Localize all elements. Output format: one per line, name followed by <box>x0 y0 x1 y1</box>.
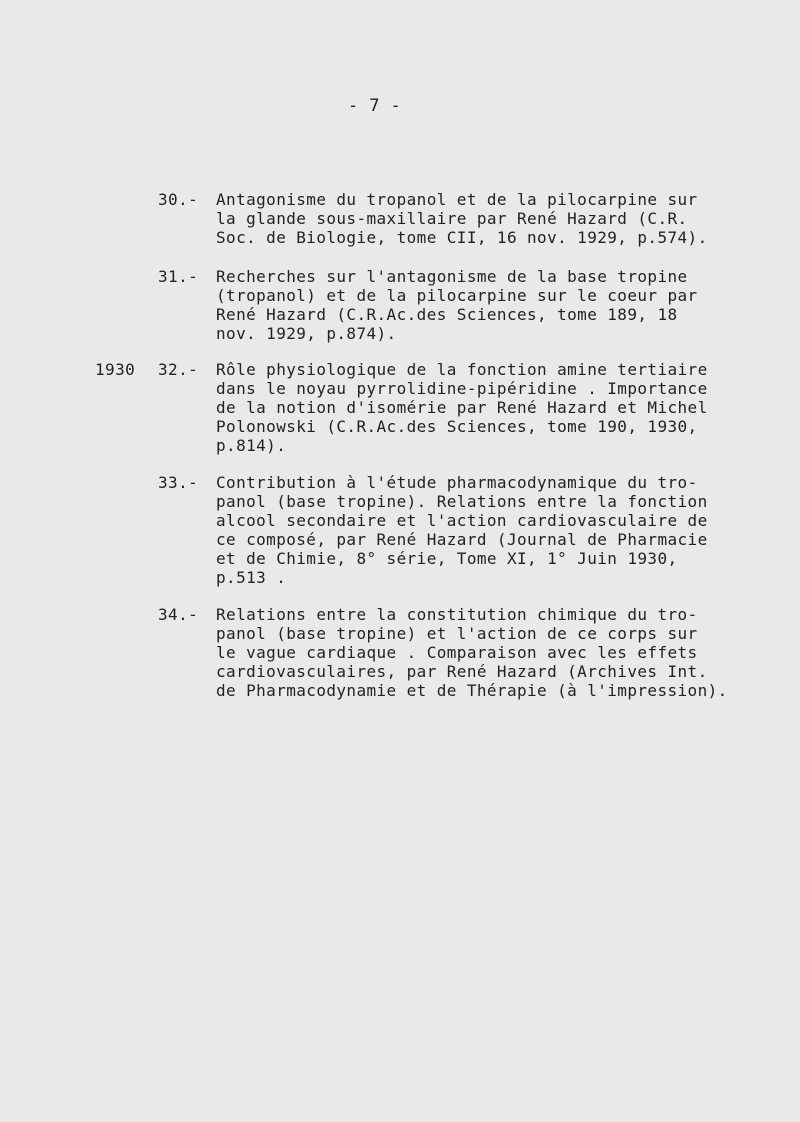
entry-text <box>216 473 786 587</box>
entry-line: nov. 1929, p.874). <box>216 324 397 343</box>
entry-text <box>216 605 786 700</box>
entry-text <box>216 360 786 455</box>
entry-line: Recherches sur l'antagonisme de la base tropine <box>216 267 688 286</box>
entry-line: panol (base tropine) et l'action de ce corps sur <box>216 624 698 643</box>
entry-line: Antagonisme du tropanol et de la pilocarpine sur <box>216 190 698 209</box>
entry-line: Rôle physiologique de la fonction amine tertiaire <box>216 360 708 379</box>
entry-line: et de Chimie, 8° série, Tome XI, 1° Juin 1930, <box>216 549 678 568</box>
entry-line: alcool secondaire et l'action cardiovasculaire de <box>216 511 708 530</box>
entry-number: 32.- <box>158 360 199 379</box>
entry-line: de Pharmacodynamie et de Thérapie (à l'impression). <box>216 681 728 700</box>
entry-line: le vague cardiaque . Comparaison avec les effets <box>216 643 698 662</box>
entry-number: 33.- <box>158 473 199 492</box>
entry-line: Polonowski (C.R.Ac.des Sciences, tome 190, 1930, <box>216 417 698 436</box>
page-number: - 7 - <box>348 96 402 116</box>
entry-line: cardiovasculaires, par René Hazard (Archives Int. <box>216 662 708 681</box>
entry-text <box>216 190 786 247</box>
entry-line: dans le noyau pyrrolidine-pipéridine . Importance <box>216 379 708 398</box>
entry-line: Contribution à l'étude pharmacodynamique du tro- <box>216 473 698 492</box>
entry-line: panol (base tropine). Relations entre la fonction <box>216 492 708 511</box>
entry-line: p.814). <box>216 436 287 455</box>
entry-number: 30.- <box>158 190 199 209</box>
entry-line: René Hazard (C.R.Ac.des Sciences, tome 189, 18 <box>216 305 678 324</box>
entry-number: 34.- <box>158 605 199 624</box>
entry-line: de la notion d'isomérie par René Hazard et Michel <box>216 398 708 417</box>
entry-number: 31.- <box>158 267 199 286</box>
entry-year: 1930 <box>95 360 136 379</box>
entry-text <box>216 267 786 343</box>
entry-line: Soc. de Biologie, tome CII, 16 nov. 1929, p.574). <box>216 228 708 247</box>
entry-line: la glande sous-maxillaire par René Hazard (C.R. <box>216 209 688 228</box>
entry-line: ce composé, par René Hazard (Journal de Pharmacie <box>216 530 708 549</box>
entry-line: p.513 . <box>216 568 287 587</box>
entry-line: (tropanol) et de la pilocarpine sur le coeur par <box>216 286 698 305</box>
entry-line: Relations entre la constitution chimique du tro- <box>216 605 698 624</box>
